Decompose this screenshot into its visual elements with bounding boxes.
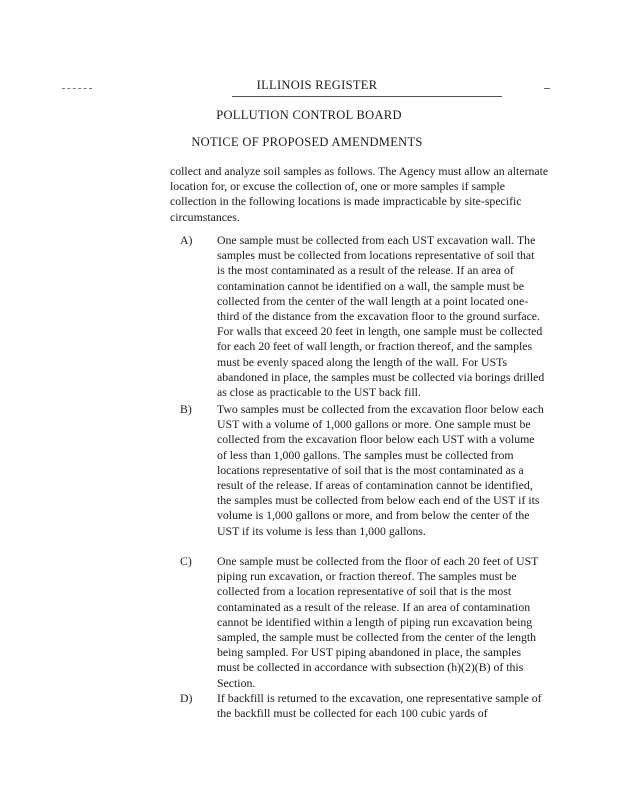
item-text: Two samples must be collected from the excavation floor below each UST with a volume of 1,000 gallons or more. One sample must be collected from the excavation floor below each UST with a volume of less than 1,000 gallons. The samples must be collected from locations representative of soil that is the most contaminated as a result of the release. If areas of contamination cannot be identified, the samples must be collected from below each end of the UST if its volume is 1,000 gallons or more, and from below the center of the UST if its volume is less than 1,000 gallons. (217, 402, 544, 538)
item-text: One sample must be collected from the floor of each 20 feet of UST piping run excavation, or fraction thereof. The samples must be collected from a location representative of soil that is the most contaminated as a result of the release. If an area of contamination cannot be identified within a length of piping run excavation being sampled, the sample must be collected from the center of the length being sampled. For UST piping abandoned in place, the samples must be collected in accordance with subsection (h)(2)(B) of this Section. (217, 554, 539, 690)
item-label: C) (180, 554, 192, 568)
register-title: ILLINOIS REGISTER (256, 78, 378, 92)
item-text: One sample must be collected from each UST excavation wall. The samples must be collected from locations representative of soil that is the most contaminated as a result of the release. If an area of contamination cannot be identified on a wall, the sample must be collected from the center of the wall length at a point located one-third of the distance from the excavation floor to the ground surface. For walls that exceed 20 feet in length, one sample must be collected for each 20 feet of wall length, or fraction thereof, and the samples must be evenly spaced along the length of the wall. For USTs abandoned in place, the samples must be collected via borings drilled as close as practicable to the UST back fill. (217, 233, 545, 400)
item-label: A) (180, 233, 193, 247)
item-text: If backfill is returned to the excavation, one representative sample of the backfill must be collected for each 100 cubic yards of (217, 691, 542, 721)
header-rule (232, 96, 502, 97)
item-label: D) (180, 691, 193, 705)
board-title: POLLUTION CONTROL BOARD (216, 108, 402, 122)
item-label: B) (180, 402, 192, 416)
intro-paragraph: collect and analyze soil samples as follows. The Agency must allow an alternate location for, or excuse the collection of, one or more samples if sample collection in the following locations is made impracticable by site-specific circumstances. (170, 164, 549, 224)
notice-title: NOTICE OF PROPOSED AMENDMENTS (191, 135, 423, 149)
